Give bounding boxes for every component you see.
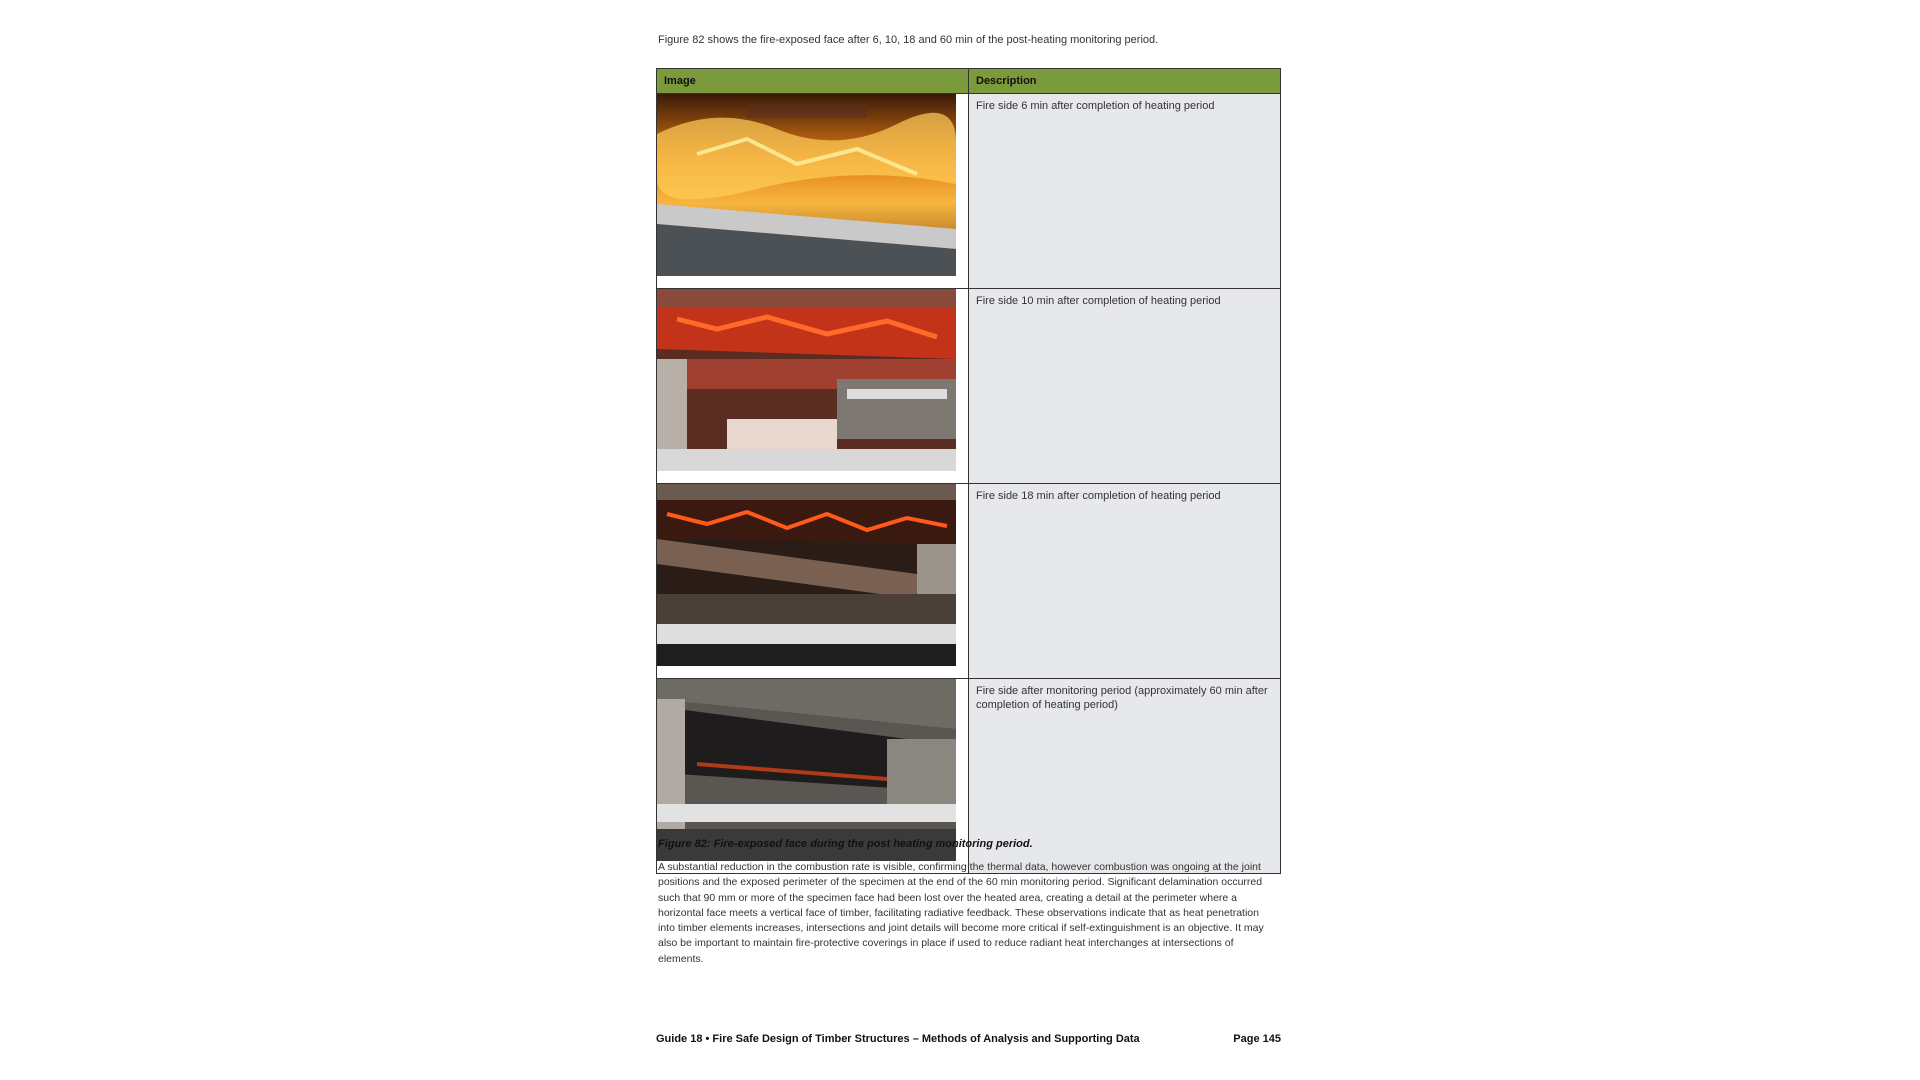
table-header-row xyxy=(657,69,1281,94)
header-description: Description xyxy=(969,69,1281,94)
table-row xyxy=(657,289,1281,484)
footer-guide-title: Guide 18 • Fire Safe Design of Timber Structures – Methods of Analysis and Supporting Data xyxy=(656,1033,1140,1045)
intro-text: Figure 82 shows the fire-exposed face after 6, 10, 18 and 60 min of the post-heating monitoring period. xyxy=(658,34,1159,46)
table-row xyxy=(657,484,1281,679)
header-image: Image xyxy=(657,69,969,94)
row-description: Fire side 6 min after completion of heating period xyxy=(969,94,1281,289)
row-description: Fire side 18 min after completion of heating period xyxy=(969,484,1281,679)
photo-cell xyxy=(657,484,969,679)
figure-caption: Figure 82: Fire-exposed face during the post heating monitoring period. xyxy=(658,838,1033,850)
photo-cell xyxy=(657,94,969,289)
photo-cell xyxy=(657,289,969,484)
figure-table xyxy=(656,68,1281,874)
body-paragraph: A substantial reduction in the combustion rate is visible, confirming the thermal data, however combustion was ongoing at the joint positions and the exposed perimeter of the specimen at the end of the 60 min monitoring period. Significant delamination occurred such that 90 mm or more of the specimen face had been lost over the heated area, creating a detail at the perimeter where a horizontal face meets a vertical face of timber, facilitating radiative feedback. These observations indicate that as heat penetration into timber elements increases, intersections and joint details will become more critical if self-extinguishment is an objective. It may also be important to maintain fire-protective coverings in place if used to reduce radiant heat interchanges at intersections of elements. xyxy=(658,861,1264,965)
fire-photo-18min xyxy=(657,484,956,666)
table-row xyxy=(657,94,1281,289)
row-description: Fire side after monitoring period (approximately 60 min after completion of heating period) xyxy=(969,679,1281,874)
fire-photo-10min xyxy=(657,289,956,471)
row-description: Fire side 10 min after completion of heating period xyxy=(969,289,1281,484)
fire-photo-6min xyxy=(657,94,956,276)
footer-page-number: Page 145 xyxy=(1233,1033,1281,1045)
document-page xyxy=(656,0,1281,1080)
fire-photo-60min xyxy=(657,679,956,861)
